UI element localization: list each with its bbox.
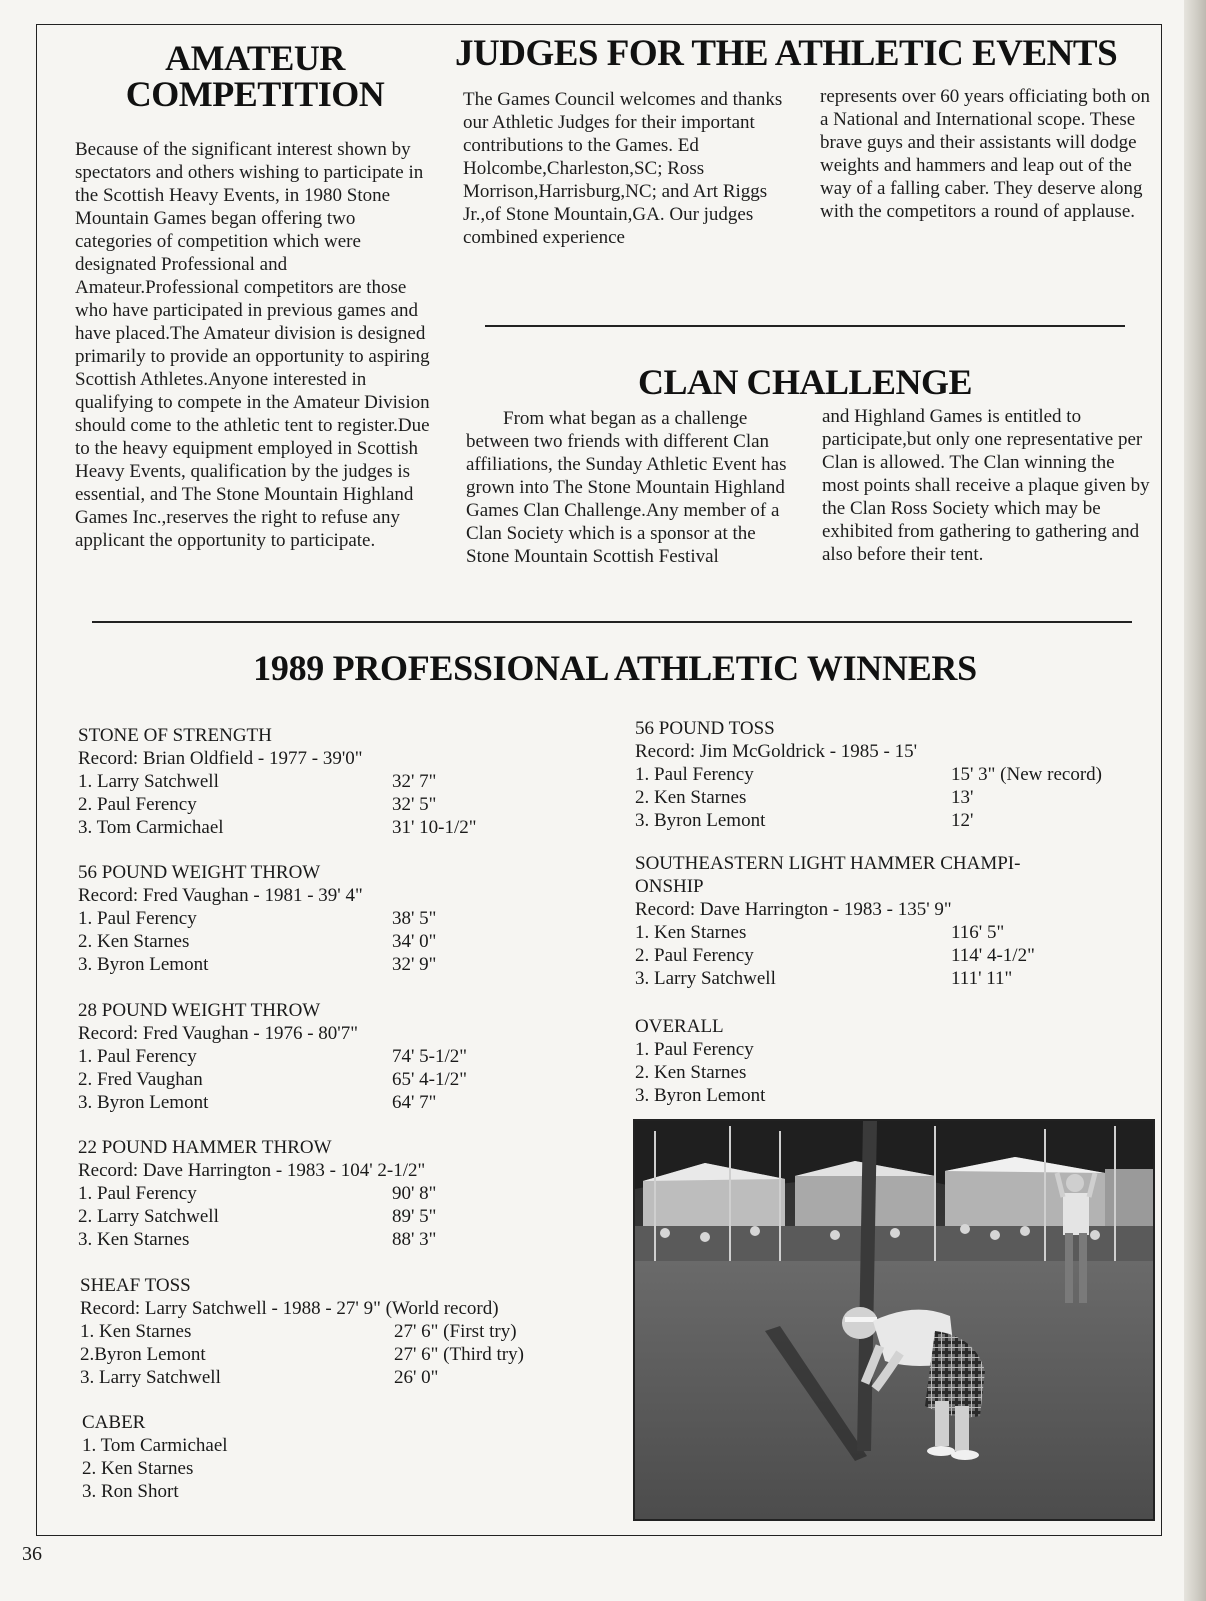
placer-row [635, 1038, 1175, 1061]
placer-result: 26' 0" [394, 1367, 439, 1388]
placer-row [635, 944, 1175, 967]
placer-name: 3. Tom Carmichael [78, 817, 224, 838]
placer-row [80, 1343, 620, 1366]
placer-result: 65' 4-1/2" [392, 1069, 468, 1090]
placer-result: 13' [951, 787, 974, 808]
event-title: 22 POUND HAMMER THROW [78, 1137, 332, 1158]
amateur-heading [70, 40, 440, 112]
placer-result: 12' [951, 810, 974, 831]
placer-row [635, 786, 1175, 809]
event-record: Record: Fred Vaughan - 1981 - 39' 4" [78, 885, 363, 906]
event-overall [635, 1015, 1175, 1107]
placer-row [78, 1182, 618, 1205]
placer-name: 3. Ken Starnes [78, 1229, 190, 1250]
judges-body-col1: The Games Council welcomes and thanks our Athletic Judges for their important contributions to the Games. Ed Holcombe,Charleston,SC; Ross Morrison,Harrisburg,NC; and Art Riggs Jr.,of Stone Mountain,GA. Our judges combined experience [463, 89, 783, 248]
placer-name: 2.Byron Lemont [80, 1344, 206, 1365]
page-edge-shadow [1184, 0, 1206, 1601]
placer-result: 89' 5" [392, 1206, 437, 1227]
placer-row [78, 770, 618, 793]
event-record: Record: Fred Vaughan - 1976 - 80'7" [78, 1023, 358, 1044]
placer-result: 34' 0" [392, 931, 437, 952]
judges-heading: JUDGES FOR THE ATHLETIC EVENTS [455, 33, 1118, 74]
event-title: 56 POUND WEIGHT THROW [78, 862, 321, 883]
placer-row [82, 1434, 622, 1457]
event-sheaf-toss [80, 1274, 620, 1389]
placer-result: 32' 5" [392, 794, 437, 815]
winners-heading: 1989 PROFESSIONAL ATHLETIC WINNERS [253, 648, 977, 688]
event-record: Record: Dave Harrington - 1983 - 135' 9" [635, 899, 952, 920]
event-title: SHEAF TOSS [80, 1275, 191, 1296]
event-22-pound-hammer-throw [78, 1136, 618, 1251]
amateur-heading-line2: COMPETITION [125, 74, 385, 114]
placer-row [635, 763, 1175, 786]
amateur-heading-line1: AMATEUR [165, 38, 345, 78]
clan-body-col2: and Highland Games is entitled to participate,but only one representative per Clan is allowed. The Clan winning the most points shall receive a plaque given by the Clan Ross Society which may be exhibited from gathering to gathering and also before their tent. [822, 406, 1150, 565]
caber-toss-photo [633, 1119, 1155, 1521]
judges-body-col2: represents over 60 years officiating both on a National and International scope. These brave guys and their assistants will dodge weights and hammers and leap out of the way of a falling caber. They deserve along with the competitors a round of applause. [820, 86, 1150, 222]
event-28-pound-weight-throw [78, 999, 618, 1114]
placer-row [78, 793, 618, 816]
placer-name: 2. Paul Ferency [635, 945, 754, 966]
placer-name: 1. Paul Ferency [635, 764, 754, 785]
placer-name: 2. Ken Starnes [78, 931, 190, 952]
placer-row [78, 953, 618, 976]
page-number: 36 [22, 1543, 42, 1565]
event-record: Record: Larry Satchwell - 1988 - 27' 9" (World record) [80, 1298, 499, 1319]
placer-name: 3. Byron Lemont [78, 954, 209, 975]
placer-result: 31' 10-1/2" [392, 817, 477, 838]
amateur-body: Because of the significant interest shown by spectators and others wishing to participate in the Scottish Heavy Events, in 1980 Stone Mountain Games began offering two categories of competition which were designated Professional and Amateur.Professional competitors are those who have participated in previous games and have placed.The Amateur division is designed primarily to provide an opportunity to aspiring Scottish Athletes.Anyone interested in qualifying to compete in the Amateur Division should come to the athletic tent to register.Due to the heavy equipment employed in Scottish Heavy Events, qualification by the judges is essential, and The Stone Mountain Highland Games Inc.,reserves the right to refuse any applicant the opportunity to participate. [75, 139, 430, 551]
placer-result: 27' 6" (First try) [394, 1321, 517, 1342]
placer-name: 2. Paul Ferency [78, 794, 197, 815]
placer-row [635, 921, 1175, 944]
placer-row [78, 1091, 618, 1114]
placer-name: 1. Larry Satchwell [78, 771, 219, 792]
placer-result: 114' 4-1/2" [951, 945, 1035, 966]
placer-result: 32' 7" [392, 771, 437, 792]
event-caber [82, 1411, 622, 1503]
placer-result: 38' 5" [392, 908, 437, 929]
placer-result: 27' 6" (Third try) [394, 1344, 524, 1365]
divider [485, 325, 1125, 327]
placer-row [78, 907, 618, 930]
event-record: Record: Brian Oldfield - 1977 - 39'0" [78, 748, 363, 769]
placer-result: 116' 5" [951, 922, 1005, 943]
placer-row [635, 809, 1175, 832]
placer-row [82, 1457, 622, 1480]
placer-name: 2. Fred Vaughan [78, 1069, 203, 1090]
event-light-hammer-championship [635, 852, 1175, 990]
placer-name: 1. Paul Ferency [78, 1046, 197, 1067]
placer-name: 3. Larry Satchwell [635, 968, 776, 989]
event-title-cont: ONSHIP [635, 876, 704, 897]
placer-row [78, 1228, 618, 1251]
event-56-pound-toss [635, 717, 1175, 832]
placer-result: 15' 3" (New record) [951, 764, 1102, 785]
placer-name: 1. Tom Carmichael [82, 1435, 228, 1456]
event-title: SOUTHEASTERN LIGHT HAMMER CHAMPI- [635, 853, 1021, 874]
placer-result: 90' 8" [392, 1183, 437, 1204]
placer-row [78, 1205, 618, 1228]
placer-name: 3. Byron Lemont [635, 1085, 766, 1106]
placer-name: 1. Paul Ferency [635, 1039, 754, 1060]
placer-name: 3. Larry Satchwell [80, 1367, 221, 1388]
placer-name: 1. Ken Starnes [635, 922, 747, 943]
placer-name: 2. Larry Satchwell [78, 1206, 219, 1227]
placer-name: 2. Ken Starnes [82, 1458, 194, 1479]
placer-name: 1. Paul Ferency [78, 1183, 197, 1204]
event-title: CABER [82, 1412, 146, 1433]
event-56-pound-weight-throw [78, 861, 618, 976]
placer-name: 3. Byron Lemont [635, 810, 766, 831]
placer-name: 2. Ken Starnes [635, 1062, 747, 1083]
placer-row [635, 1084, 1175, 1107]
event-title: 28 POUND WEIGHT THROW [78, 1000, 321, 1021]
placer-result: 64' 7" [392, 1092, 437, 1113]
event-title: OVERALL [635, 1016, 724, 1037]
placer-row [80, 1366, 620, 1389]
placer-name: 1. Paul Ferency [78, 908, 197, 929]
caber-toss-illustration [635, 1121, 1153, 1519]
event-title: 56 POUND TOSS [635, 718, 775, 739]
event-stone-of-strength [78, 724, 618, 839]
placer-name: 3. Byron Lemont [78, 1092, 209, 1113]
placer-name: 1. Ken Starnes [80, 1321, 192, 1342]
event-title: STONE OF STRENGTH [78, 725, 272, 746]
placer-result: 32' 9" [392, 954, 437, 975]
placer-row [635, 1061, 1175, 1084]
placer-result: 111' 11" [951, 968, 1013, 989]
divider [92, 621, 1132, 623]
placer-row [78, 1068, 618, 1091]
clan-body-col1: From what began as a challenge between two friends with different Clan affiliations, the Sunday Athletic Event has grown into The Stone Mountain Highland Games Clan Challenge.Any member of a Clan Society which is a sponsor at the Stone Mountain Scottish Festival [466, 408, 787, 567]
event-record: Record: Jim McGoldrick - 1985 - 15' [635, 741, 918, 762]
placer-result: 74' 5-1/2" [392, 1046, 468, 1067]
placer-name: 3. Ron Short [82, 1481, 179, 1502]
placer-result: 88' 3" [392, 1229, 437, 1250]
clan-heading: CLAN CHALLENGE [637, 362, 973, 402]
placer-row [635, 967, 1175, 990]
placer-row [80, 1320, 620, 1343]
placer-row [82, 1480, 622, 1503]
placer-row [78, 1045, 618, 1068]
placer-name: 2. Ken Starnes [635, 787, 747, 808]
placer-row [78, 930, 618, 953]
placer-row [78, 816, 618, 839]
event-record: Record: Dave Harrington - 1983 - 104' 2-1/2" [78, 1160, 426, 1181]
